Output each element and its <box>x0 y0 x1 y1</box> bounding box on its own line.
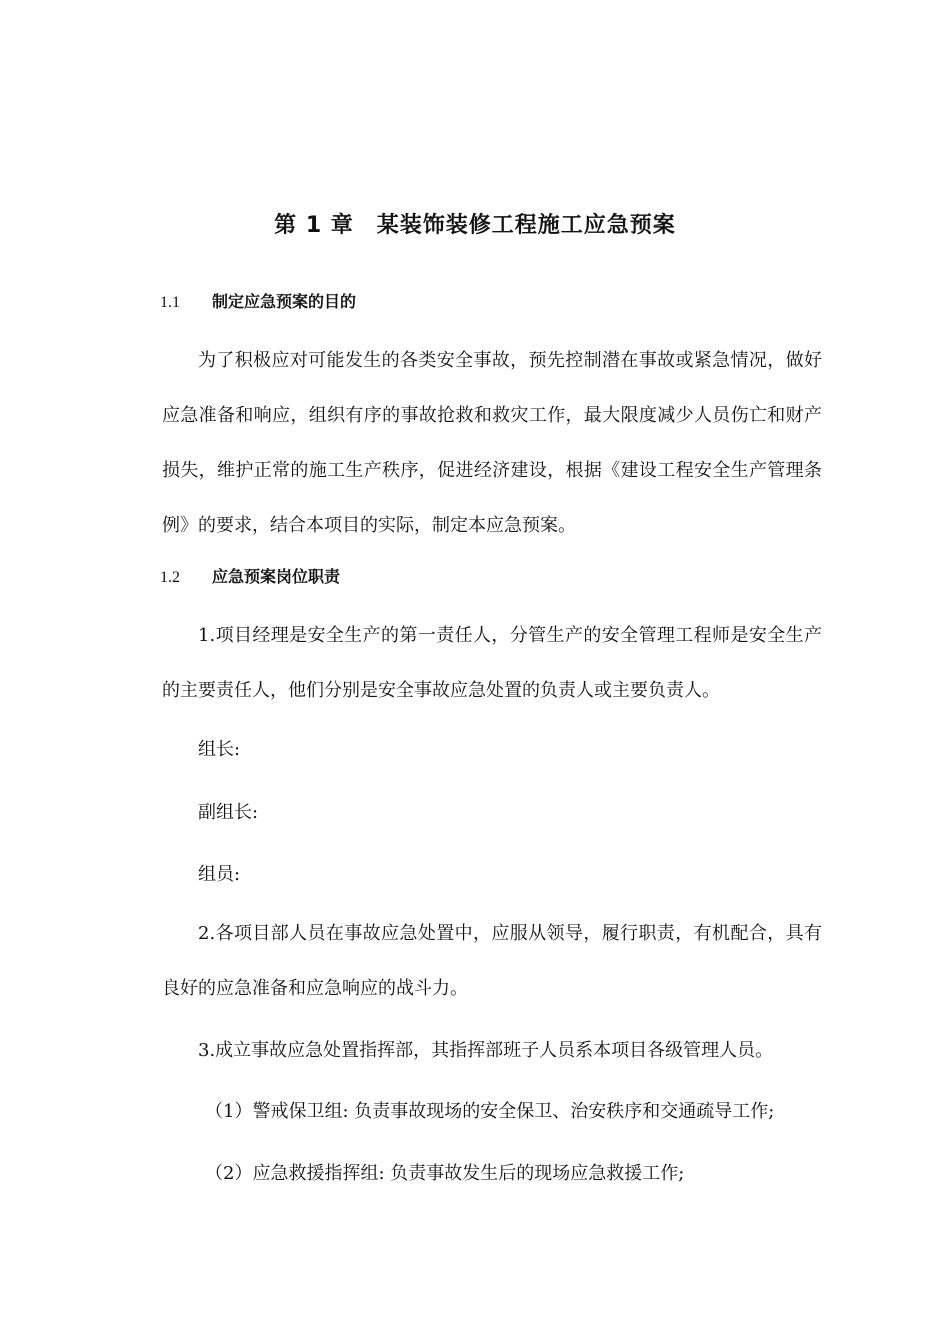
duty-item-2: 2.各项目部人员在事故应急处置中，应服从领导，履行职责，有机配合，具有良好的应急准备和应急响应的战斗力。 <box>162 923 822 999</box>
sub-item-1: （1）警戒保卫组: 负责事故现场的安全保卫、治安秩序和交通疏导工作; <box>205 1101 775 1122</box>
member-label: 组员: <box>198 864 241 885</box>
duty-item-3: 3.成立事故应急处置指挥部，其指挥部班子人员系本项目各级管理人员。 <box>198 1040 774 1061</box>
section-title: 应急预案岗位职责 <box>212 567 341 586</box>
purpose-paragraph: 为了积极应对可能发生的各类安全事故，预先控制潜在事故或紧急情况，做好应急准备和响应，组织有序的事故抢救和救灾工作，最大限度减少人员伤亡和财产损失，维护正常的施工生产秩序，促进经济建设，根据《建设工程安全生产管理条例》的要求，结合本项目的实际，制定本应急预案。 <box>162 350 822 536</box>
sub-item-2: （2）应急救援指挥组: 负责事故发生后的现场应急救援工作; <box>205 1163 685 1184</box>
section-heading-1-2 <box>160 564 340 587</box>
section-number: 1.2 <box>160 569 180 586</box>
vice-leader-label: 副组长: <box>198 802 259 823</box>
chapter-title: 第 1 章 某装饰装修工程施工应急预案 <box>274 213 676 238</box>
section-number: 1.1 <box>160 294 180 311</box>
section-heading-1-1 <box>160 289 356 312</box>
leader-label: 组长: <box>198 739 241 760</box>
section-title: 制定应急预案的目的 <box>212 292 357 311</box>
duty-item-1: 1.项目经理是安全生产的第一责任人，分管生产的安全管理工程师是安全生产的主要责任人，他们分别是安全事故应急处置的负责人或主要负责人。 <box>162 625 822 701</box>
